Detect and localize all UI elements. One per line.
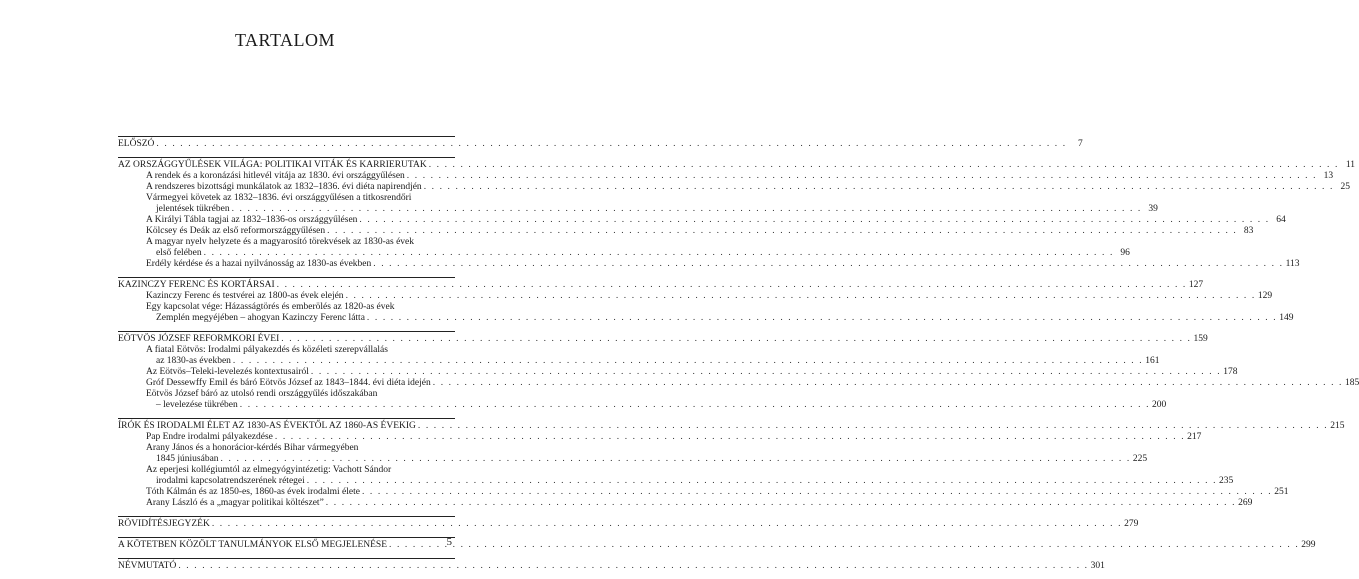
toc-page-number: 301 [1090,561,1105,571]
toc-entry-title: Gróf Dessewffy Emil és báró Eötvös József az 1843–1844. évi diéta idején [146,378,431,388]
toc-entry-title: – levelezése tükrében [156,400,238,410]
toc-entry-title: A rendszeres bizottsági munkálatok az 1832–1836. évi diéta napirendjén [146,182,422,192]
toc-entry-title: A rendek és a koronázási hitlevél vitája az 1830. évi országgyűlésen [146,171,405,181]
toc-page-number: 127 [1188,280,1204,290]
toc-section [118,418,1345,509]
toc-page-number: 217 [1187,432,1202,442]
toc-entry [118,378,1359,389]
toc-entry-title: irodalmi kapcsolatrendszerének rétegei [156,476,305,486]
dot-leader [327,226,1237,237]
dot-leader [424,182,1334,193]
toc-entry-title: NÉVMUTATÓ [118,561,177,571]
toc-section-heading [118,561,1105,572]
toc-page-number: 159 [1193,334,1208,344]
toc-entry-line: Arany János és a honorácior-kérdés Bihar vármegyében [146,443,359,453]
toc-page-number: 235 [1219,476,1234,486]
toc-entry-title: Kazinczy Ferenc és testvérei az 1800-as évek elején [146,291,344,301]
toc-entry [118,248,1130,259]
dot-leader [212,519,1122,530]
toc-entry [118,204,1158,215]
toc-entry [118,313,1294,324]
toc-entry-title: A KÖTETBEN KÖZÖLT TANULMÁNYOK ELSŐ MEGJELENÉSE [118,540,388,550]
toc-entry-title: KAZINCZY FERENC ÉS KORTÁRSAI [118,280,275,290]
dot-leader [346,291,1256,302]
table-of-contents [118,136,1359,579]
dot-leader [221,454,1131,465]
toc-page-number: 185 [1345,378,1359,388]
toc-entry-title: Tóth Kálmán és az 1850-es, 1860-as évek irodalmi élete [146,487,360,497]
toc-section [118,537,1316,551]
toc-page-number: 149 [1279,313,1294,323]
toc-section-heading [118,540,1316,551]
toc-section-heading [118,280,1204,291]
dot-leader [429,160,1339,171]
toc-entry [118,454,1148,465]
toc-page-number: 7 [1077,139,1083,149]
toc-page-number: 299 [1301,540,1316,550]
toc-entry [118,498,1253,509]
toc-entry-title: RÖVIDÍTÉSJEGYZÉK [118,519,210,529]
dot-leader [204,248,1114,259]
page-number: 5 [446,536,452,548]
toc-page-number: 11 [1345,160,1355,170]
toc-section [118,516,1139,530]
toc-page-number: 279 [1124,519,1139,529]
toc-entry-title: Az Eötvös–Teleki-levelezés kontextusairól [146,367,309,377]
toc-entry-title: első felében [156,248,202,258]
toc-entry-title: Erdély kérdése és a hazai nyilvánosság az 1830-as években [146,259,372,269]
toc-entry [118,400,1167,411]
toc-entry [118,356,1160,367]
dot-leader [389,540,1299,551]
toc-entry-line: Vármegyei követek az 1832–1836. évi országgyűlésen a titkosrendőri [146,193,412,203]
toc-entry-title: az 1830-as években [156,356,231,366]
toc-page-number: 96 [1120,248,1130,258]
toc-entry [118,171,1334,182]
toc-entry-line: Eötvös József báró az utolsó rendi országgyűlés időszakában [146,389,378,399]
dot-leader [407,171,1317,182]
dot-leader [359,215,1269,226]
toc-page-number: 25 [1340,182,1350,192]
toc-entry [118,226,1254,237]
dot-leader [307,476,1217,487]
toc-entry [118,259,1300,270]
page-title: TARTALOM [234,30,336,50]
dot-leader [281,334,1191,345]
toc-section-heading [118,519,1139,530]
toc-entry-line: A magyar nyelv helyzete és a magyarosító törekvések az 1830-as évek [146,237,415,247]
toc-entry-title: Arany László és a „magyar politikai költészet” [146,498,324,508]
toc-section-heading [118,139,1083,150]
toc-entry-title: AZ ORSZÁGGYŰLÉSEK VILÁGA: POLITIKAI VITÁK ÉS KARRIERUTAK [118,160,427,170]
toc-entry-title: ELŐSZÓ [118,139,155,149]
toc-entry-title: Kölcsey és Deák az első reformországgyűlésen [146,226,326,236]
toc-page-number: 64 [1276,215,1286,225]
toc-section [118,277,1294,324]
toc-section [118,136,1083,150]
toc-page-number: 200 [1152,400,1167,410]
toc-entry [118,367,1238,378]
toc-entry-line: A fiatal Eötvös: Irodalmi pályakezdés és közéleti szerepvállalás [146,345,388,355]
toc-page-number: 269 [1238,498,1253,508]
toc-entry-title: EÖTVÖS JÓZSEF REFORMKORI ÉVEI [118,334,280,344]
toc-page-number: 251 [1274,487,1289,497]
toc-entry [118,291,1273,302]
dot-leader [311,367,1221,378]
toc-entry [118,487,1289,498]
dot-leader [367,313,1277,324]
toc-page-number: 39 [1148,204,1158,214]
toc-entry-title: A Királyi Tábla tagjai az 1832–1836-os országgyűlésen [146,215,358,225]
dot-leader [362,487,1272,498]
toc-entry-title: 1845 júniusában [156,454,219,464]
dot-leader [277,280,1187,291]
toc-section-heading [118,334,1208,345]
toc-entry-line: Az eperjesi kollégiumtól az elmegyógyintézetig: Vachott Sándor [146,465,392,475]
dot-leader [232,204,1142,215]
dot-leader [418,421,1328,432]
toc-section [118,558,1105,572]
toc-page-number: 113 [1285,259,1300,269]
toc-page-number: 129 [1257,291,1273,301]
toc-entry-title: ÍRÓK ÉS IRODALMI ÉLET AZ 1830-AS ÉVEKTŐL AZ 1860-AS ÉVEKIG [118,421,416,431]
dot-leader [178,561,1088,572]
dot-leader [373,259,1283,270]
dot-leader [240,400,1150,411]
toc-page-number: 161 [1145,356,1160,366]
toc-entry-title: Zemplén megyéjében – ahogyan Kazinczy Ferenc látta [156,313,365,323]
toc-entry [118,182,1350,193]
toc-entry [118,215,1286,226]
toc-entry-title: jelentések tükrében [156,204,230,214]
toc-section-heading [118,421,1345,432]
toc-page-number: 83 [1243,226,1254,236]
dot-leader [275,432,1185,443]
toc-page-number: 13 [1323,171,1334,181]
toc-section [118,331,1359,411]
toc-entry [118,432,1202,443]
dot-leader [233,356,1143,367]
dot-leader [326,498,1236,509]
toc-page-number: 215 [1330,421,1345,431]
dot-leader [433,378,1343,389]
toc-section-heading [118,160,1355,171]
toc-entry [118,476,1234,487]
toc-entry-title: Pap Endre irodalmi pályakezdése [146,432,273,442]
dot-leader [156,139,1066,150]
toc-page-number: 178 [1223,367,1238,377]
toc-entry-line: Egy kapcsolat vége: Házasságtörés és emberölés az 1820-as évek [146,302,395,312]
toc-section [118,157,1355,270]
toc-page-number: 225 [1132,454,1148,464]
